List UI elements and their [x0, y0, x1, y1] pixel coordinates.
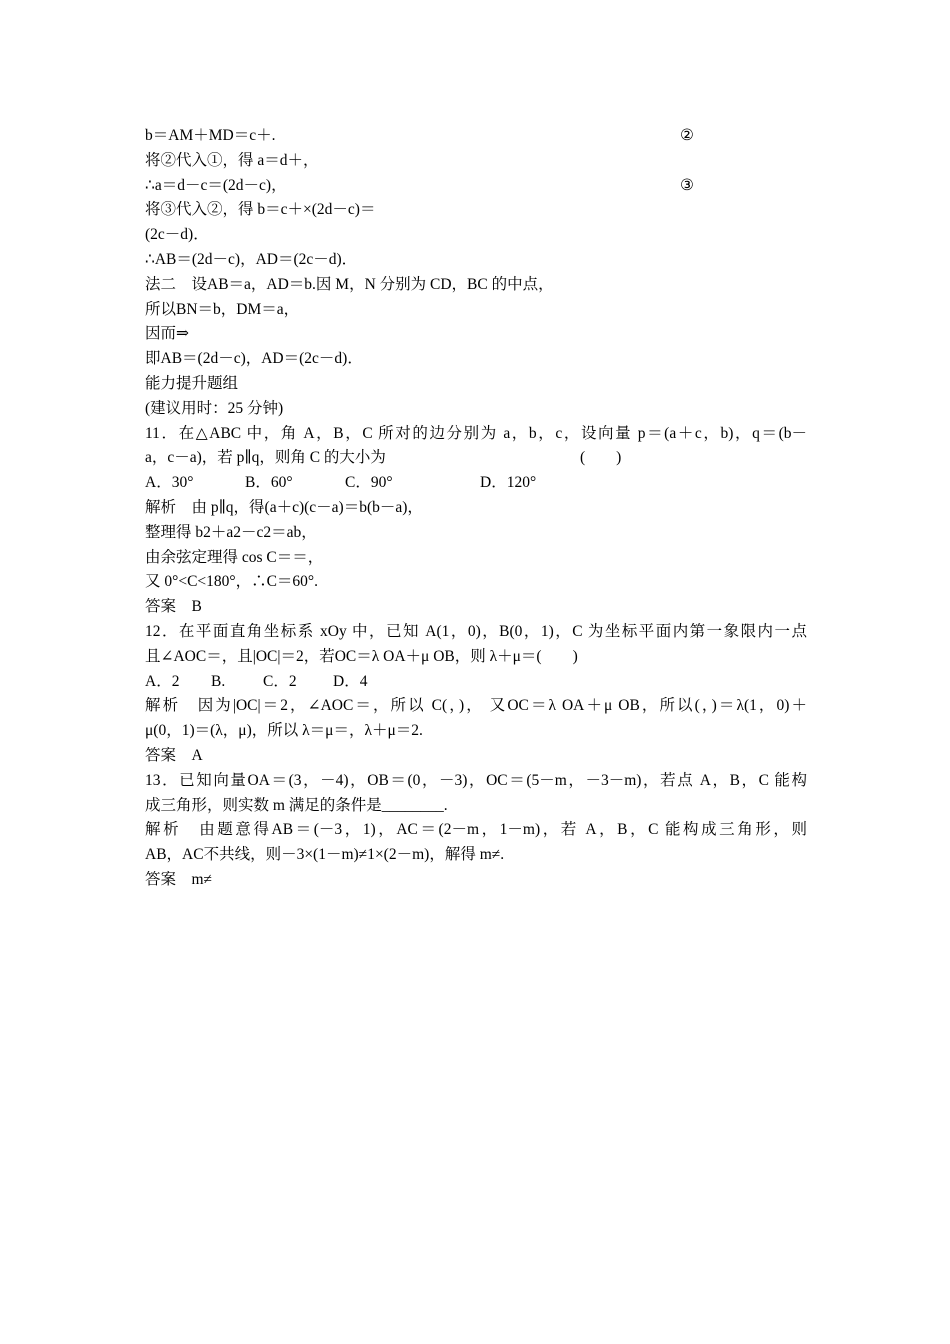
answer-line: 答案 A: [145, 746, 203, 764]
question-11-stem-line1: 11．在△ABC 中，角 A，B，C 所对的边分别为 a，b，c，设向量 p＝(a＋c，b)，q＝(b－: [145, 424, 807, 442]
solution-line: 解析 由 p∥q，得(a＋c)(c－a)＝b(b－a)，: [145, 498, 423, 516]
option-c: C．90°: [345, 474, 393, 492]
equation-text: ∴a＝d－c＝(2d－c)，: [145, 176, 287, 194]
equation-number: ②: [680, 127, 694, 144]
question-12-stem-line2: 且∠AOC＝，且|OC|＝2，若OC＝λ OA＋μ OB，则 λ＋μ＝( ): [145, 647, 578, 665]
question-11-stem-line2: [145, 446, 807, 471]
solution-line: 整理得 b2＋a2－c2＝ab，: [145, 523, 317, 541]
question-13-stem-line1: 13．已知向量OA＝(3，－4)，OB＝(0，－3)，OC＝(5－m，－3－m)，若点 A，B，C 能构: [145, 771, 807, 789]
text-line: ∴AB＝(2d－c)，AD＝(2c－d)．: [145, 250, 358, 268]
text-line: (2c－d)．: [145, 226, 209, 244]
text-line: [145, 124, 807, 149]
option-b: B．60°: [245, 474, 293, 492]
equation-text: b＝AM＋MD＝c＋.: [145, 127, 276, 144]
option-d: D．120°: [480, 474, 537, 492]
document-page: [145, 124, 807, 893]
solution-line: 由余弦定理得 cos C＝＝，: [145, 548, 324, 566]
solution-line: AB，AC不共线，则－3×(1－m)≠1×(2－m)，解得 m≠.: [145, 846, 505, 864]
question-11-options: [145, 471, 807, 496]
text-line: 法二 设AB＝a，AD＝b.因 M，N 分别为 CD，BC 的中点，: [145, 275, 554, 293]
answer-line: 答案 B: [145, 598, 202, 616]
answer-paren: ( ): [580, 449, 622, 467]
text-line: 即AB＝(2d－c)，AD＝(2c－d)．: [145, 350, 363, 368]
question-stem-text: a，c－a)，若 p∥q，则角 C 的大小为: [145, 449, 386, 467]
text-line: 所以BN＝b，DM＝a，: [145, 300, 300, 318]
text-line: 因而⇒: [145, 325, 189, 343]
equation-number: ③: [680, 176, 694, 194]
solution-line: μ(0，1)＝(λ，μ)，所以 λ＝μ＝，λ＋μ＝2.: [145, 722, 423, 740]
option-a: A．2: [145, 672, 180, 690]
text-line: 将②代入①，得 a＝d＋，: [145, 151, 319, 169]
question-12-options: [145, 670, 807, 695]
question-12-stem-line1: 12．在平面直角坐标系 xOy 中，已知 A(1，0)，B(0，1)，C 为坐标平面内第一象限内一点: [145, 622, 807, 640]
solution-line: 解析 因为|OC|＝2，∠AOC＝，所以 C(，)， 又OC＝λ OA＋μ OB，所以(，)＝λ(1，0)＋: [145, 697, 807, 715]
solution-line: 解析 由题意得AB＝(－3，1)，AC＝(2－m，1－m)，若 A，B，C 能构成三角形，则: [145, 821, 807, 839]
text-line: 将③代入②，得 b＝c＋×(2d－c)＝: [145, 201, 376, 219]
option-c: C．2: [263, 672, 297, 690]
section-heading: 能力提升题组: [145, 374, 239, 392]
solution-line: 又 0°<C<180°，∴C＝60°.: [145, 573, 319, 591]
option-d: D．4: [333, 672, 368, 690]
option-a: A．30°: [145, 474, 194, 492]
answer-line: 答案 m≠: [145, 870, 213, 888]
option-b: B.: [211, 672, 226, 690]
text-line: [145, 174, 807, 199]
suggested-time: (建议用时：25 分钟): [145, 399, 284, 417]
question-13-stem-line2: 成三角形，则实数 m 满足的条件是________.: [145, 796, 448, 814]
